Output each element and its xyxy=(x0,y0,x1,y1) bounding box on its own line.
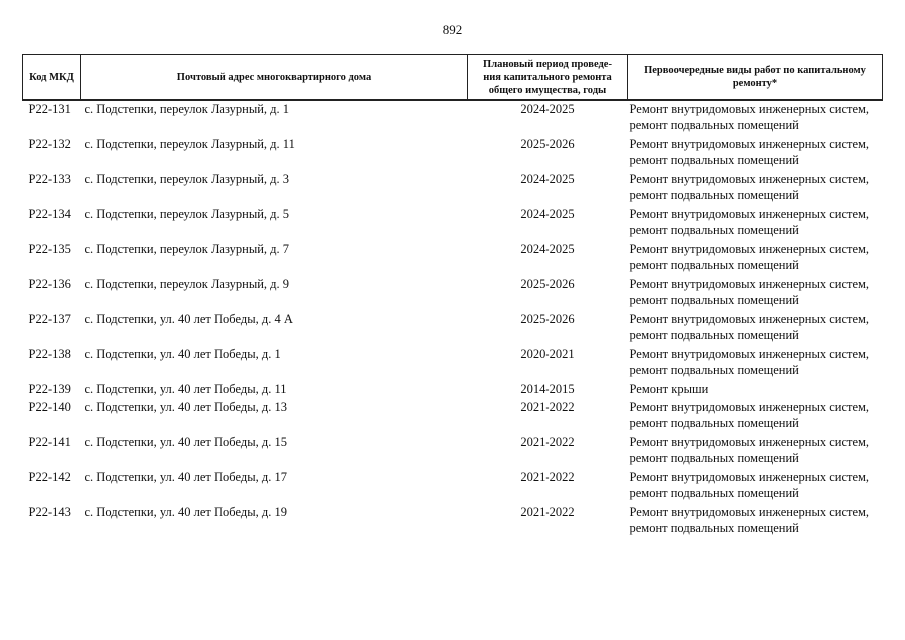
row-works-line: Ремонт внутридомовых инженерных систем, xyxy=(629,102,870,116)
table-row xyxy=(23,346,883,381)
row-works-line: Ремонт внутридомовых инженерных систем, xyxy=(629,435,870,449)
row-works-line: ремонт подвальных помещений xyxy=(629,118,799,132)
row-works-line: ремонт подвальных помещений xyxy=(629,223,799,237)
row-works-line: Ремонт внутридомовых инженерных систем, xyxy=(629,505,870,519)
row-code: Р22-140 xyxy=(28,400,71,414)
row-works-line: ремонт подвальных помещений xyxy=(629,416,799,430)
row-code: Р22-143 xyxy=(28,505,71,519)
header-code: Код МКД xyxy=(23,55,81,101)
header-works xyxy=(628,55,883,101)
row-code: Р22-142 xyxy=(28,470,71,484)
header-period-line: общего имущества, годы xyxy=(488,84,607,96)
table-row xyxy=(23,381,883,399)
row-address: с. Подстепки, ул. 40 лет Победы, д. 11 xyxy=(84,382,287,396)
row-works xyxy=(628,276,883,311)
row-address: с. Подстепки, переулок Лазурный, д. 11 xyxy=(84,137,295,151)
row-address: с. Подстепки, переулок Лазурный, д. 9 xyxy=(84,277,290,291)
row-works xyxy=(628,381,883,399)
row-works xyxy=(628,469,883,504)
row-works xyxy=(628,504,883,539)
row-code: Р22-134 xyxy=(28,207,71,221)
header-address: Почтовый адрес многоквартирного дома xyxy=(81,55,468,101)
table-row xyxy=(23,399,883,434)
row-works xyxy=(628,241,883,276)
row-works-line: ремонт подвальных помещений xyxy=(629,293,799,307)
row-period: 2025-2026 xyxy=(520,277,575,291)
row-code: Р22-131 xyxy=(28,102,71,116)
table-row xyxy=(23,469,883,504)
table-row xyxy=(23,241,883,276)
row-works-line: Ремонт внутридомовых инженерных систем, xyxy=(629,242,870,256)
table-row xyxy=(23,276,883,311)
row-address: с. Подстепки, переулок Лазурный, д. 3 xyxy=(84,172,290,186)
row-period: 2025-2026 xyxy=(520,137,575,151)
header-period-line: ния капитального ремонта xyxy=(483,71,612,83)
row-works xyxy=(628,136,883,171)
row-works-line: ремонт подвальных помещений xyxy=(629,188,799,202)
table-row xyxy=(23,136,883,171)
row-works-line: Ремонт крыши xyxy=(629,382,709,396)
row-works xyxy=(628,346,883,381)
row-works-line: ремонт подвальных помещений xyxy=(629,363,799,377)
row-period: 2024-2025 xyxy=(520,207,575,221)
row-works xyxy=(628,100,883,136)
row-works xyxy=(628,206,883,241)
table-row xyxy=(23,206,883,241)
row-address: с. Подстепки, ул. 40 лет Победы, д. 13 xyxy=(84,400,287,414)
row-code: Р22-136 xyxy=(28,277,71,291)
row-works-line: ремонт подвальных помещений xyxy=(629,521,799,535)
row-works xyxy=(628,434,883,469)
table-row xyxy=(23,504,883,539)
row-works-line: Ремонт внутридомовых инженерных систем, xyxy=(629,137,870,151)
row-period: 2024-2025 xyxy=(520,172,575,186)
row-address: с. Подстепки, ул. 40 лет Победы, д. 1 xyxy=(84,347,281,361)
row-works xyxy=(628,171,883,206)
row-code: Р22-139 xyxy=(28,382,71,396)
row-period: 2014-2015 xyxy=(520,382,575,396)
row-works-line: Ремонт внутридомовых инженерных систем, xyxy=(629,470,870,484)
row-works-line: Ремонт внутридомовых инженерных систем, xyxy=(629,207,870,221)
row-works-line: Ремонт внутридомовых инженерных систем, xyxy=(629,277,870,291)
header-period-line: Плановый период проведе- xyxy=(483,58,612,70)
table-header xyxy=(23,55,883,101)
row-code: Р22-138 xyxy=(28,347,71,361)
row-works-line: ремонт подвальных помещений xyxy=(629,451,799,465)
row-period: 2024-2025 xyxy=(520,242,575,256)
row-works-line: ремонт подвальных помещений xyxy=(629,153,799,167)
row-works-line: Ремонт внутридомовых инженерных систем, xyxy=(629,347,870,361)
row-works-line: ремонт подвальных помещений xyxy=(629,486,799,500)
row-works-line: ремонт подвальных помещений xyxy=(629,328,799,342)
row-period: 2021-2022 xyxy=(520,505,575,519)
row-address: с. Подстепки, переулок Лазурный, д. 1 xyxy=(84,102,290,116)
row-address: с. Подстепки, ул. 40 лет Победы, д. 17 xyxy=(84,470,287,484)
row-address: с. Подстепки, переулок Лазурный, д. 5 xyxy=(84,207,290,221)
row-period: 2020-2021 xyxy=(520,347,575,361)
row-period: 2021-2022 xyxy=(520,400,575,414)
row-period: 2021-2022 xyxy=(520,435,575,449)
table-row xyxy=(23,171,883,206)
row-works xyxy=(628,311,883,346)
page-number: 892 xyxy=(442,22,463,37)
row-period: 2021-2022 xyxy=(520,470,575,484)
capital-repair-table xyxy=(22,54,883,539)
row-code: Р22-137 xyxy=(28,312,71,326)
row-works-line: Ремонт внутридомовых инженерных систем, xyxy=(629,400,870,414)
row-code: Р22-141 xyxy=(28,435,71,449)
row-code: Р22-132 xyxy=(28,137,71,151)
row-code: Р22-135 xyxy=(28,242,71,256)
row-works-line: Ремонт внутридомовых инженерных систем, xyxy=(629,172,870,186)
row-works-line: ремонт подвальных помещений xyxy=(629,258,799,272)
row-address: с. Подстепки, ул. 40 лет Победы, д. 4 А xyxy=(84,312,293,326)
row-period: 2025-2026 xyxy=(520,312,575,326)
table-row xyxy=(23,311,883,346)
header-works-line: Первоочередные виды работ по капитальному xyxy=(644,65,866,76)
row-address: с. Подстепки, ул. 40 лет Победы, д. 15 xyxy=(84,435,287,449)
table-row xyxy=(23,100,883,136)
row-address: с. Подстепки, переулок Лазурный, д. 7 xyxy=(84,242,290,256)
header-works-line: ремонту* xyxy=(732,78,778,89)
row-works xyxy=(628,399,883,434)
row-works-line: Ремонт внутридомовых инженерных систем, xyxy=(629,312,870,326)
header-period xyxy=(468,55,628,101)
row-address: с. Подстепки, ул. 40 лет Победы, д. 19 xyxy=(84,505,287,519)
table-body xyxy=(23,100,883,539)
table-row xyxy=(23,434,883,469)
row-code: Р22-133 xyxy=(28,172,71,186)
row-period: 2024-2025 xyxy=(520,102,575,116)
